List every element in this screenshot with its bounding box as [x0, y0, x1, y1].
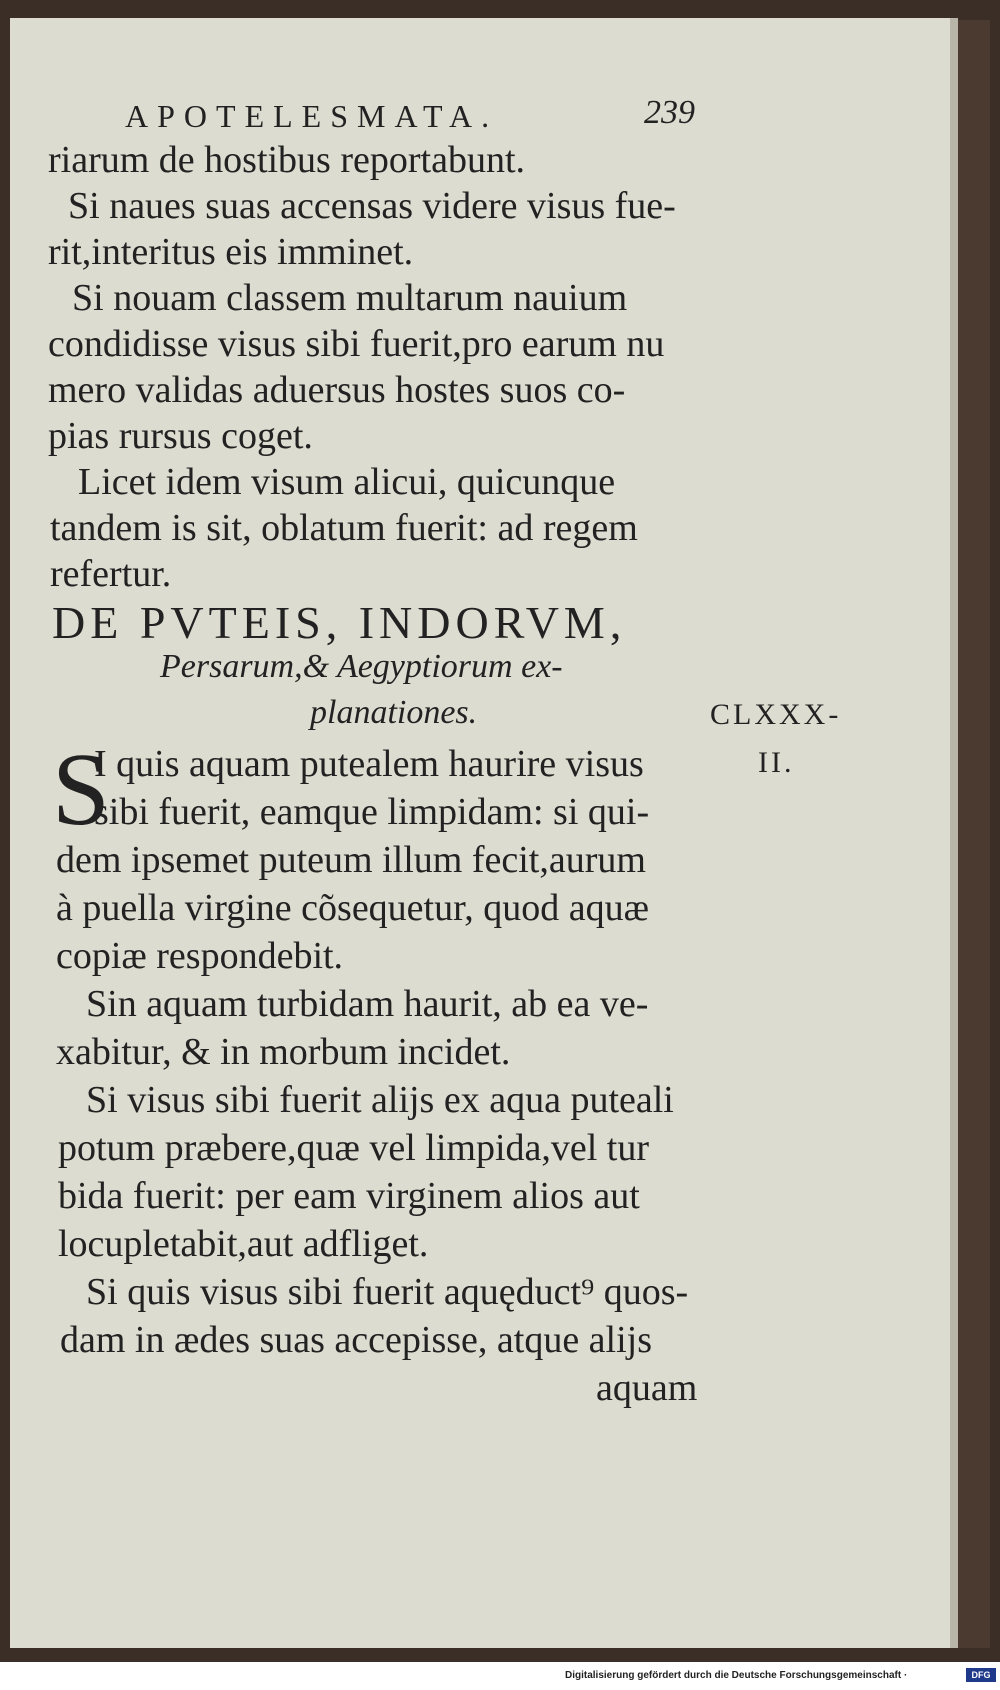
body-line: Si quis visus sibi fuerit aquęduct⁹ quos- [86, 1271, 689, 1313]
body-line: sibi fuerit, eamque limpidam: si qui- [94, 791, 650, 833]
margin-number: II. [758, 746, 795, 779]
body-line: xabitur, & in morbum incidet. [56, 1031, 511, 1073]
body-line: riarum de hostibus reportabunt. [48, 139, 526, 181]
catchword: aquam [596, 1367, 698, 1409]
section-subtitle: planationes. [310, 694, 478, 731]
body-line: Si visus sibi fuerit alijs ex aqua puteali [86, 1079, 674, 1121]
body-line: Si naues suas accensas videre visus fue- [68, 185, 676, 227]
body-line: tandem is sit, oblatum fuerit: ad regem [50, 507, 638, 549]
dfg-logo: DFG [966, 1668, 996, 1682]
digitization-credit: Digitalisierung gefördert durch die Deutsche Forschungsgemeinschaft · [565, 1670, 908, 1681]
body-line: I quis aquam putealem haurire visus [94, 743, 644, 785]
body-line: dam in ædes suas accepisse, atque alijs [60, 1319, 653, 1361]
body-line: potum præbere,quæ vel limpida,vel tur [58, 1127, 650, 1169]
body-line: Sin aquam turbidam haurit, ab ea ve- [86, 983, 649, 1025]
body-line: mero validas aduersus hostes suos co- [48, 369, 626, 411]
body-line: copiæ respondebit. [56, 935, 344, 977]
margin-number: CLXXX- [710, 698, 842, 731]
body-line: Licet idem visum alicui, quicunque [78, 461, 616, 503]
book-page-edge [958, 20, 990, 1648]
page-number: 239 [644, 94, 695, 131]
drop-cap: S [52, 732, 110, 847]
body-line: à puella virgine cõsequetur, quod aquæ [56, 887, 649, 929]
body-line: Si nouam classem multarum nauium [72, 277, 628, 319]
body-line: condidisse visus sibi fuerit,pro earum nu [48, 323, 665, 365]
body-line: pias rursus coget. [48, 415, 313, 457]
running-head: APOTELESMATA. [125, 98, 499, 134]
body-line: bida fuerit: per eam virginem alios aut [58, 1175, 640, 1217]
body-line: rit,interitus eis imminet. [48, 231, 414, 273]
body-line: locupletabit,aut adfliget. [58, 1223, 429, 1265]
section-subtitle: Persarum,& Aegyptiorum ex- [160, 648, 563, 685]
body-line: dem ipsemet puteum illum fecit,aurum [56, 839, 646, 881]
section-title: DE PVTEIS, INDORVM, [52, 597, 627, 648]
body-line: refertur. [50, 553, 172, 595]
